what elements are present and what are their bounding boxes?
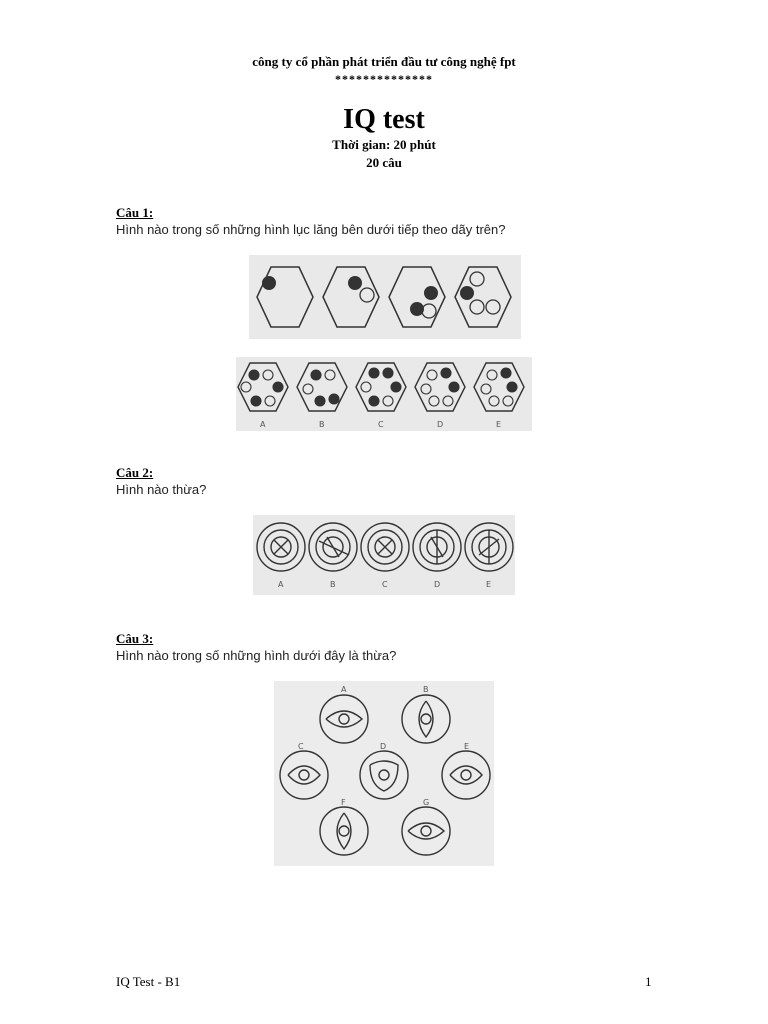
q1-option-b: B bbox=[319, 420, 325, 429]
time-limit: Thời gian: 20 phút bbox=[332, 137, 436, 152]
q3-option-c: C bbox=[298, 742, 304, 751]
question-2-label: Câu 2: bbox=[116, 465, 154, 480]
q2-option-b: B bbox=[330, 580, 336, 589]
q3-option-d: D bbox=[380, 742, 387, 751]
q3-option-a: A bbox=[341, 685, 347, 694]
question-count: 20 câu bbox=[366, 155, 402, 170]
question-1-options-figure bbox=[236, 357, 532, 431]
q2-option-e: E bbox=[486, 580, 492, 589]
question-2-figure bbox=[253, 515, 515, 595]
question-2-text: Hình nào thừa? bbox=[116, 482, 207, 497]
q1-option-a: A bbox=[260, 420, 266, 429]
page-number: 1 bbox=[645, 974, 652, 989]
q3-option-g: G bbox=[423, 798, 430, 807]
q3-option-e: E bbox=[464, 742, 470, 751]
q3-option-f: F bbox=[341, 798, 346, 807]
question-3-figure bbox=[274, 681, 494, 866]
footer-label: IQ Test - B1 bbox=[116, 974, 181, 989]
q1-option-c: C bbox=[378, 420, 384, 429]
q1-option-d: D bbox=[437, 420, 444, 429]
page-title: IQ test bbox=[343, 104, 425, 135]
question-1-label: Câu 1: bbox=[116, 205, 154, 220]
q2-option-a: A bbox=[278, 580, 284, 589]
question-1-text: Hình nào trong số những hình lục lăng bên dưới tiếp theo dãy trên? bbox=[116, 222, 506, 237]
header-divider: ************** bbox=[335, 72, 433, 86]
q1-option-e: E bbox=[496, 420, 502, 429]
q2-option-d: D bbox=[434, 580, 441, 589]
q2-option-c: C bbox=[382, 580, 388, 589]
question-3-label: Câu 3: bbox=[116, 631, 154, 646]
question-1-sequence-figure bbox=[249, 255, 521, 339]
q3-option-b: B bbox=[423, 685, 429, 694]
question-3-text: Hình nào trong số những hình dưới đây là thừa? bbox=[116, 648, 397, 663]
company-name: công ty cổ phần phát triển đầu tư công nghệ fpt bbox=[252, 54, 516, 69]
